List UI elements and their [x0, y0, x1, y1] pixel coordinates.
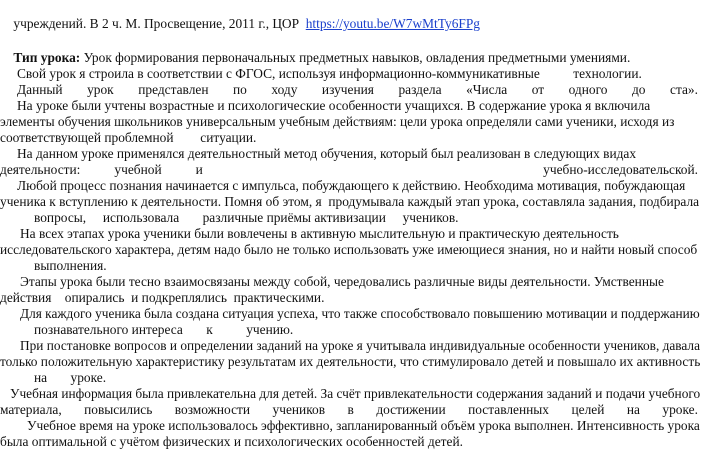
- word: поставленных: [468, 402, 549, 417]
- word: целей: [571, 402, 605, 417]
- word: ходу: [271, 82, 298, 97]
- word: на: [626, 402, 640, 417]
- word: одного: [568, 82, 608, 97]
- word: повысились: [84, 402, 153, 417]
- text-line-10: вопросы, использовала различные приёмы активизации учеников.: [34, 210, 459, 225]
- word: учебно-исследовательской.: [543, 162, 698, 177]
- word: Данный: [17, 82, 63, 97]
- lesson-type-line: [0, 34, 631, 65]
- word: от: [531, 82, 545, 97]
- word: материала,: [0, 402, 62, 417]
- text-line-21: Учебная информация была привлекательна для детей. За счёт привлекательности содержания заданий и подачи учебного: [10, 386, 701, 401]
- word: урок: [87, 82, 114, 97]
- text-line-19: только положительную характеристику результатам их деятельности, что стимулировало детей и повышало их активность: [0, 354, 701, 369]
- text-line-16: Для каждого ученика была создана ситуация успеха, что также способствовало повышению мотивации и поддержанию: [20, 306, 700, 321]
- word: ста».: [670, 82, 698, 97]
- text-line-7: [0, 162, 698, 178]
- word: в: [347, 402, 354, 417]
- text-line-1: Свой урок я строила в соответствии с ФГОС, используя информационно-коммуникативные технологии.: [17, 66, 642, 81]
- text-line-12: исследовательского характера, детям надо было не только использовать уже имеющиеся знания, но и найти новый способ: [0, 242, 698, 257]
- text-line-4: элементы обучения школьников универсальным учебным действиям: цели урока определяли сами ученики, исходя из: [0, 114, 675, 129]
- text-line-18: При постановке вопросов и определении заданий на уроке я учитывала индивидуальные особенности учеников, давала: [20, 338, 700, 353]
- word: возможности: [174, 402, 251, 417]
- word: и: [195, 162, 203, 177]
- text-line-8: Любой процесс познания начинается с импульса, побуждающего к действию. Необходима мотивация, побуждающая: [17, 178, 686, 193]
- text-line-11: На всех этапах урока ученики были вовлечены в активную мыслительную и практическую деятельность: [20, 226, 619, 241]
- text-line-2: [17, 82, 698, 98]
- word: учеников: [272, 402, 326, 417]
- text-line-6: На данном уроке применялся деятельностный метод обучения, который был реализован в следующих видах: [17, 146, 637, 161]
- word: по: [233, 82, 247, 97]
- lesson-type-text: Урок формирования первоначальных предметных навыков, овладения предметными умениями.: [80, 50, 631, 65]
- word: деятельности:: [0, 162, 81, 177]
- word: достижении: [376, 402, 446, 417]
- word: «Числа: [466, 82, 508, 97]
- text-line-15: действия опирались и подкреплялись практическими.: [0, 290, 325, 305]
- text-line-17: познавательного интереса к учению.: [34, 322, 294, 337]
- text-line-20: на уроке.: [34, 370, 107, 385]
- reference-line: [0, 0, 481, 31]
- word: до: [631, 82, 646, 97]
- text-line-9: ученика к вступлению к деятельности. Помня об этом, я продумывала каждый этап урока, составляла задания, подбирала: [0, 194, 700, 209]
- text-line-5: соответствующей проблемной ситуации.: [0, 130, 257, 145]
- word: учебной: [114, 162, 162, 177]
- text-line-13: выполнения.: [34, 258, 107, 273]
- word: представлен: [138, 82, 209, 97]
- video-link[interactable]: https://youtu.be/W7wMtTy6FPg: [305, 16, 481, 31]
- text-line-23: Учебное время на уроке использовалось эффективно, запланированный объём урока выполнен. Интенсивность урока: [27, 418, 700, 433]
- word: раздела: [398, 82, 442, 97]
- text-line-22: [0, 402, 698, 418]
- word: уроке.: [662, 402, 698, 417]
- text-line-14: Этапы урока были тесно взаимосвязаны между собой, чередовались различные виды деятельности. Умственные: [20, 274, 664, 289]
- reference-text: учреждений. В 2 ч. М. Просвещение, 2011 г., ЦОР: [13, 16, 306, 31]
- text-line-3: На уроке были учтены возрастные и психологические особенности учащихся. В содержание урока я включила: [17, 98, 651, 113]
- lesson-type-label: Тип урока:: [13, 50, 81, 65]
- word: изучения: [321, 82, 374, 97]
- text-line-24: была оптимальной с учётом физических и психологических особенностей детей.: [0, 434, 463, 449]
